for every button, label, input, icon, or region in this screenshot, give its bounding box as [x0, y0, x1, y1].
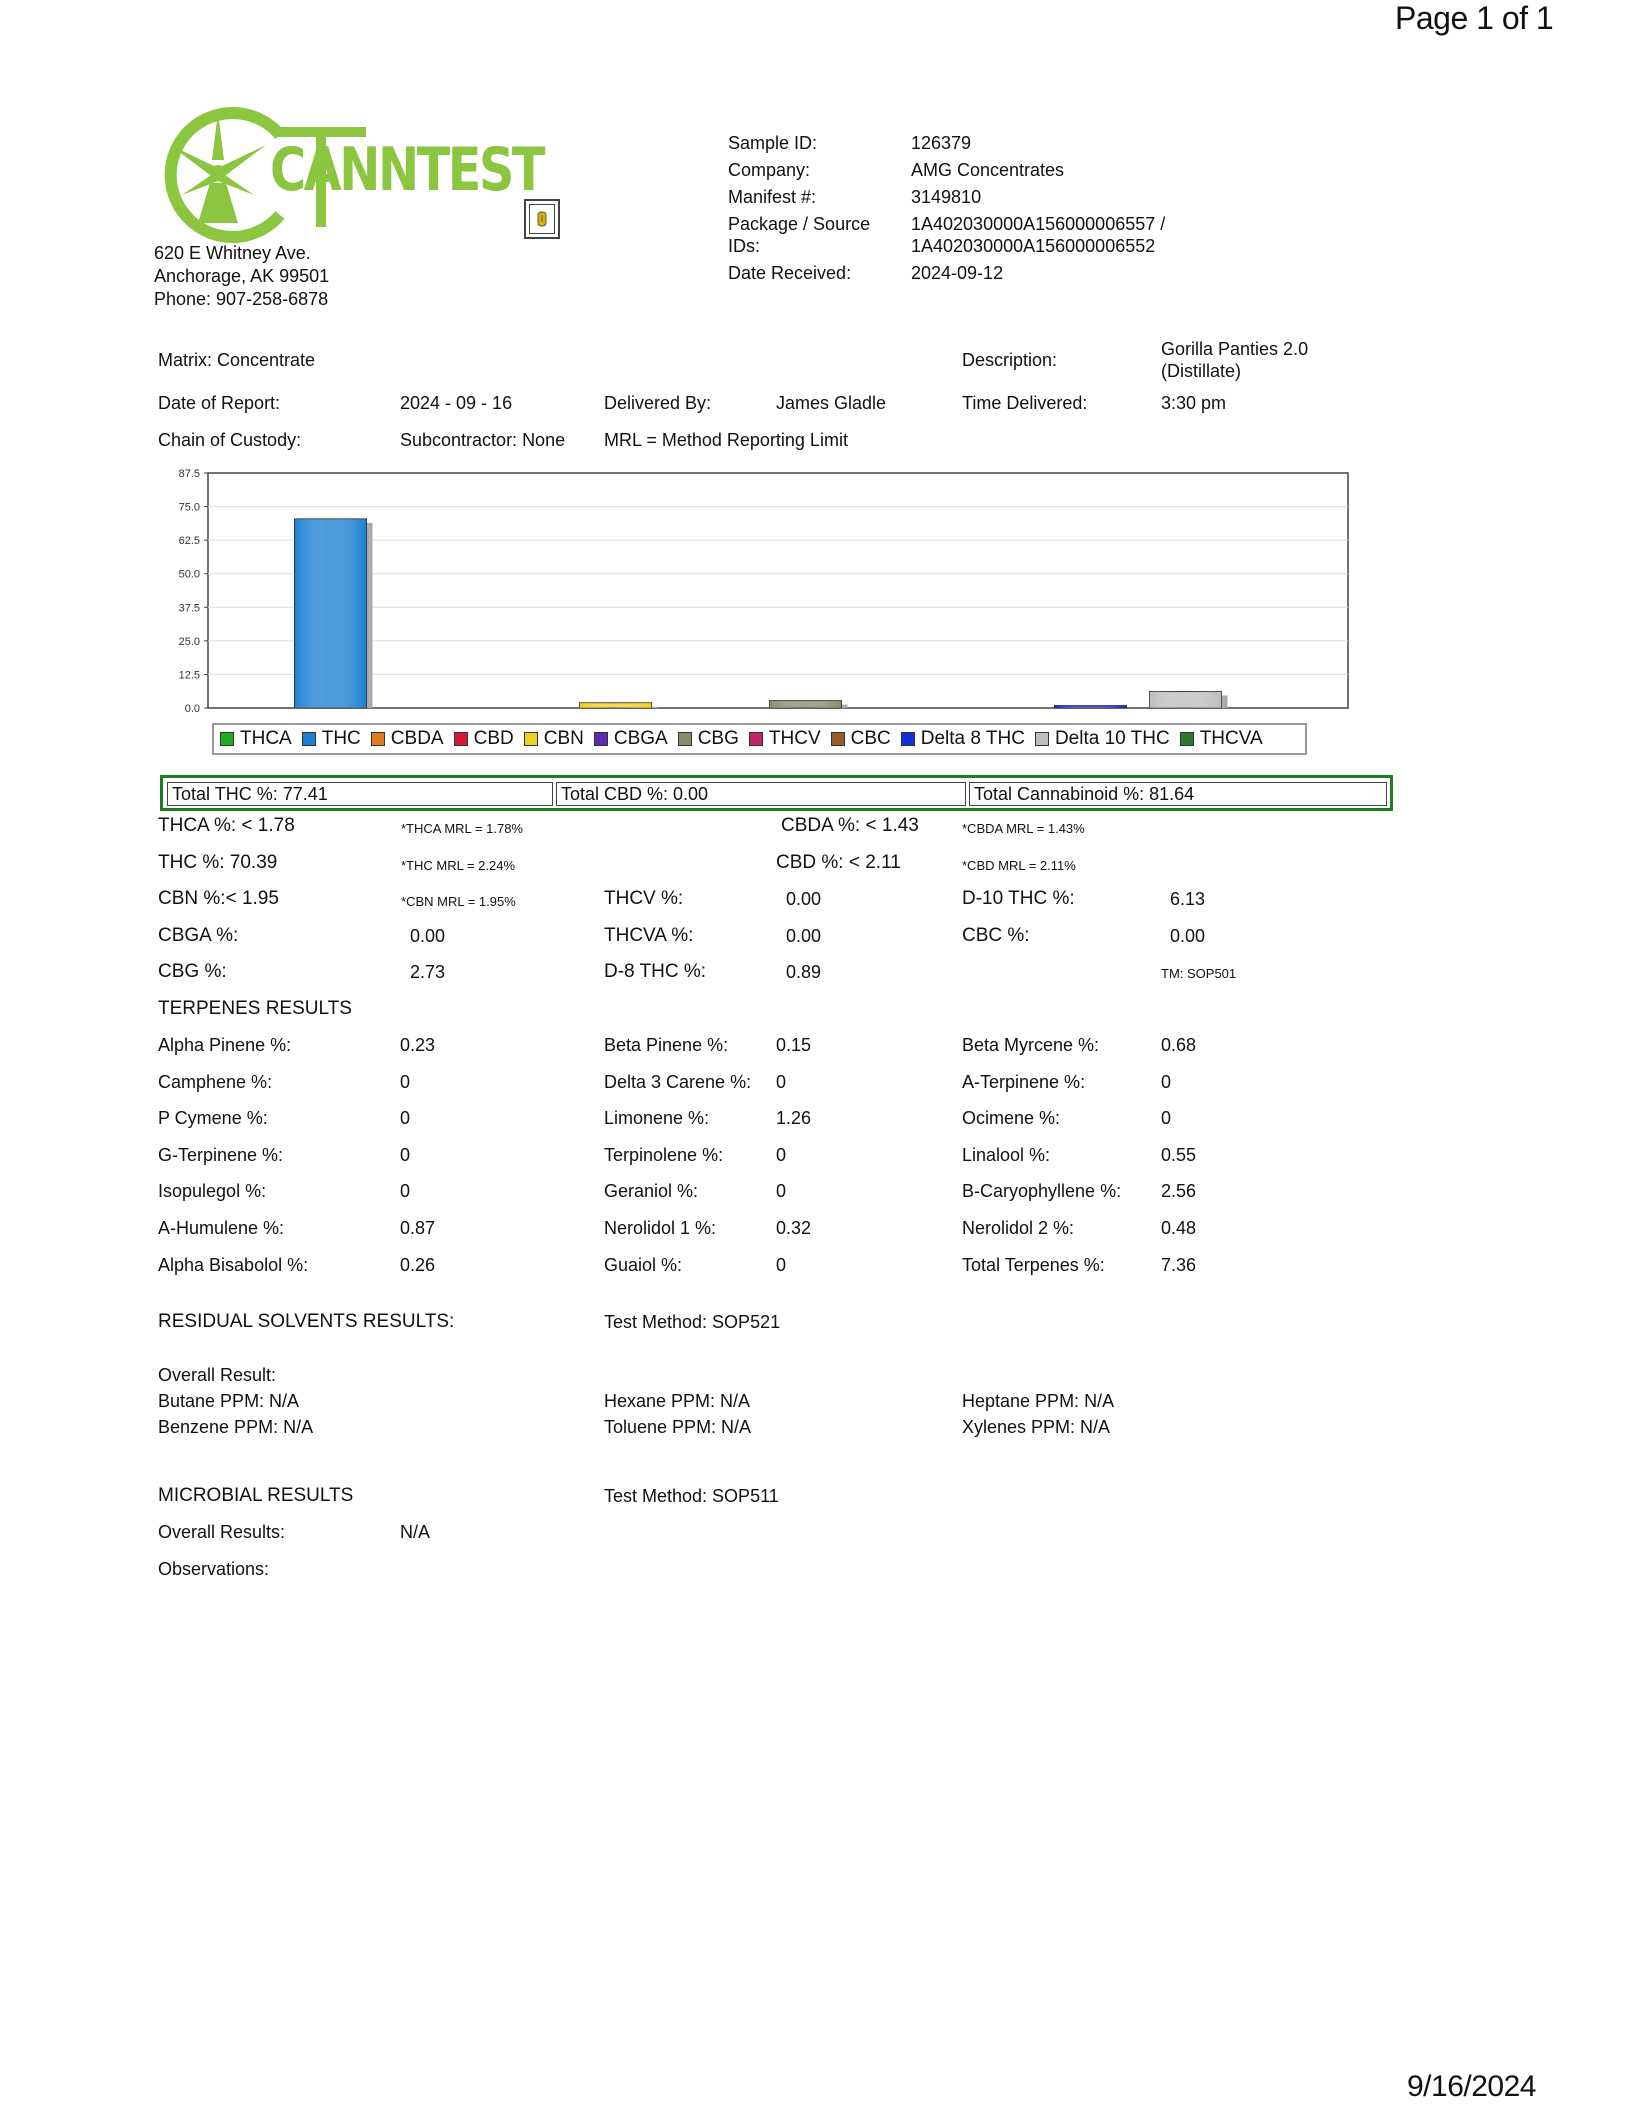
d10-thc-value: 6.13 — [1170, 889, 1206, 909]
terpene-value: 0.23 — [400, 1035, 436, 1055]
legend-label: CBGA — [613, 728, 668, 749]
legend-item — [901, 728, 1025, 750]
lab-phone: Phone: 907-258-6878 — [154, 289, 329, 309]
terpene-value: 0 — [776, 1071, 787, 1092]
lab-address-line2: Anchorage, AK 99501 — [154, 266, 330, 286]
microbial-overall-value: N/A — [400, 1522, 431, 1542]
terpene-label: Limonene %: — [604, 1108, 710, 1129]
thc-mrl: *THC MRL = 2.24% — [401, 858, 516, 873]
y-tick-label: 12.5 — [178, 669, 200, 682]
observations-label: Observations: — [158, 1559, 270, 1579]
cbd-result: CBD %: < 2.11 — [776, 852, 901, 873]
heptane-ppm: Heptane PPM: N/A — [962, 1391, 1115, 1411]
legend-label: THCA — [240, 728, 292, 749]
bar-highlight — [580, 703, 652, 708]
legend-item — [749, 728, 821, 750]
legend-label: THCV — [768, 728, 821, 749]
bar-highlight — [295, 519, 367, 708]
terpene-value: 0 — [400, 1071, 411, 1092]
terpene-value: 1.26 — [776, 1108, 812, 1129]
thcv-value: 0.00 — [786, 889, 822, 909]
legend-label: THC — [321, 728, 361, 749]
terpene-label: Alpha Bisabolol %: — [158, 1254, 309, 1275]
cbg-value: 2.73 — [410, 962, 446, 982]
chain-of-custody-value: Subcontractor: None — [400, 430, 566, 450]
package-value-1: 1A402030000A156000006557 / — [911, 214, 1166, 234]
cbga-label: CBGA %: — [158, 925, 239, 946]
thcva-value: 0.00 — [786, 926, 822, 946]
terpene-label: Beta Pinene %: — [604, 1035, 729, 1055]
legend-swatch — [454, 732, 468, 746]
logo-text: CANNTEST — [270, 135, 544, 205]
legend-item — [594, 728, 668, 750]
legend-item — [454, 728, 514, 750]
plot-frame — [208, 473, 1348, 708]
cbg-label: CBG %: — [158, 961, 227, 982]
cbn-result: CBN %:< 1.95 — [158, 888, 279, 909]
legend-swatch — [749, 732, 763, 746]
legend-item — [302, 728, 361, 750]
terpene-value: 0.55 — [1161, 1144, 1197, 1165]
terpene-value: 0 — [1161, 1108, 1172, 1129]
time-delivered-value: 3:30 pm — [1161, 393, 1227, 413]
description-label: Description: — [962, 350, 1058, 370]
legend-swatch — [371, 732, 385, 746]
terpene-label: Camphene %: — [158, 1071, 273, 1092]
terpene-value: 0.26 — [400, 1254, 436, 1275]
legend-label: CBN — [543, 728, 584, 749]
microbial-heading: MICROBIAL RESULTS — [158, 1485, 354, 1506]
legend-item — [220, 728, 292, 750]
footer-date: 9/16/2024 — [1407, 2070, 1536, 2103]
thcv-label: THCV %: — [604, 888, 684, 909]
legend-item — [524, 728, 584, 750]
legend-item — [831, 728, 891, 750]
butane-ppm: Butane PPM: N/A — [158, 1391, 300, 1411]
y-tick-label: 25.0 — [178, 635, 200, 648]
terpene-label: Alpha Pinene %: — [158, 1035, 292, 1055]
legend-label: Delta 8 THC — [920, 728, 1025, 749]
sample-id-value: 126379 — [911, 133, 972, 153]
y-tick-label: 62.5 — [178, 535, 200, 548]
terpene-label: Ocimene %: — [962, 1108, 1061, 1129]
d8-thc-value: 0.89 — [786, 962, 822, 982]
y-tick-label: 37.5 — [178, 602, 200, 615]
legend-swatch — [831, 732, 845, 746]
legend-label: CBC — [850, 728, 891, 749]
terpene-value: 0 — [776, 1144, 787, 1165]
bar-highlight — [770, 701, 842, 708]
terpene-label: Delta 3 Carene %: — [604, 1071, 752, 1092]
microbial-method: Test Method: SOP511 — [604, 1486, 779, 1506]
package-value-2: 1A402030000A156000006552 — [911, 236, 1156, 256]
terpene-value: 2.56 — [1161, 1181, 1197, 1202]
test-method-cannabinoids: TM: SOP501 — [1161, 966, 1237, 981]
terpene-label: A-Humulene %: — [158, 1218, 285, 1238]
terpene-label: Nerolidol 1 %: — [604, 1218, 717, 1238]
legend-label: CBD — [473, 728, 514, 749]
totals-box — [160, 775, 1393, 811]
toluene-ppm: Toluene PPM: N/A — [604, 1417, 752, 1437]
legend-swatch — [901, 732, 915, 746]
company-label: Company: — [728, 160, 811, 180]
legend-label: Delta 10 THC — [1054, 728, 1170, 749]
terpene-value: 0 — [400, 1181, 411, 1202]
legend-swatch — [1035, 732, 1049, 746]
legend-swatch — [678, 732, 692, 746]
company-value: AMG Concentrates — [911, 160, 1065, 180]
manifest-value: 3149810 — [911, 187, 982, 207]
legend-swatch — [524, 732, 538, 746]
terpene-label: Beta Myrcene %: — [962, 1035, 1100, 1055]
y-tick-label: 50.0 — [178, 568, 200, 581]
terpene-label: Terpinolene %: — [604, 1144, 724, 1165]
legend-item — [678, 728, 739, 750]
chain-of-custody-label: Chain of Custody: — [158, 430, 302, 450]
total-cannabinoid: Total Cannabinoid %: 81.64 — [969, 782, 1387, 806]
total-cbd: Total CBD %: 0.00 — [556, 782, 966, 806]
terpene-label: Linalool %: — [962, 1144, 1051, 1165]
legend-item — [1180, 728, 1263, 750]
legend-label: CBDA — [390, 728, 444, 749]
cbc-value: 0.00 — [1170, 926, 1206, 946]
hexane-ppm: Hexane PPM: N/A — [604, 1391, 751, 1411]
y-tick-label: 75.0 — [178, 501, 200, 514]
date-of-report-value: 2024 - 09 - 16 — [400, 393, 513, 413]
terpene-value: 0 — [400, 1144, 411, 1165]
thc-result: THC %: 70.39 — [158, 852, 278, 873]
description-value-1: Gorilla Panties 2.0 — [1161, 339, 1309, 359]
y-tick-label: 87.5 — [178, 468, 200, 480]
legend-swatch — [302, 732, 316, 746]
terpene-value: 0.87 — [400, 1218, 436, 1238]
manifest-label: Manifest #: — [728, 187, 817, 207]
sample-id-label: Sample ID: — [728, 133, 818, 153]
solvents-heading: RESIDUAL SOLVENTS RESULTS: — [158, 1311, 455, 1332]
legend-swatch — [594, 732, 608, 746]
terpene-label: A-Terpinene %: — [962, 1071, 1086, 1092]
terpene-value: 0 — [776, 1254, 787, 1275]
terpene-value: 0 — [776, 1181, 787, 1202]
terpene-label: Guaiol %: — [604, 1254, 683, 1275]
solvents-method: Test Method: SOP521 — [604, 1312, 781, 1332]
terpene-label: P Cymene %: — [158, 1108, 268, 1129]
date-received-label: Date Received: — [728, 263, 852, 283]
legend-item — [1035, 728, 1170, 750]
cbd-mrl: *CBD MRL = 2.11% — [962, 858, 1076, 873]
benzene-ppm: Benzene PPM: N/A — [158, 1417, 314, 1437]
legend-label: CBG — [697, 728, 739, 749]
description-value-2: (Distillate) — [1161, 361, 1242, 381]
xylenes-ppm: Xylenes PPM: N/A — [962, 1417, 1111, 1437]
bar-highlight — [1150, 692, 1222, 708]
cbn-mrl: *CBN MRL = 1.95% — [401, 894, 516, 909]
d10-thc-label: D-10 THC %: — [962, 888, 1075, 909]
package-label-1: Package / Source — [728, 214, 871, 234]
terpene-label: Isopulegol %: — [158, 1181, 267, 1202]
cbda-mrl: *CBDA MRL = 1.43% — [962, 821, 1085, 836]
legend-swatch — [1180, 732, 1194, 746]
cannabinoid-chart — [150, 462, 1350, 722]
solvents-overall: Overall Result: — [158, 1365, 277, 1385]
attachment-icon[interactable] — [524, 199, 560, 239]
terpene-value: 0.32 — [776, 1218, 812, 1238]
date-received-value: 2024-09-12 — [911, 263, 1004, 283]
terpenes-heading: TERPENES RESULTS — [158, 998, 352, 1019]
date-of-report-label: Date of Report: — [158, 393, 281, 413]
thca-result: THCA %: < 1.78 — [158, 815, 295, 836]
page-number: Page 1 of 1 — [1395, 0, 1554, 36]
d8-thc-label: D-8 THC %: — [604, 961, 707, 982]
legend-label: THCVA — [1199, 728, 1263, 749]
delivered-by-label: Delivered By: — [604, 393, 712, 413]
terpene-label: Nerolidol 2 %: — [962, 1218, 1075, 1238]
delivered-by-value: James Gladle — [776, 393, 887, 413]
legend-swatch — [220, 732, 234, 746]
terpene-label: Geraniol %: — [604, 1181, 699, 1202]
terpene-label: G-Terpinene %: — [158, 1144, 284, 1165]
cbga-value: 0.00 — [410, 926, 446, 946]
bar-highlight — [1055, 706, 1127, 708]
terpene-value: 7.36 — [1161, 1254, 1197, 1275]
lab-address-line1: 620 E Whitney Ave. — [154, 243, 311, 263]
cbda-result: CBDA %: < 1.43 — [781, 815, 919, 836]
y-tick-label: 0.0 — [184, 703, 200, 715]
terpene-value: 0.68 — [1161, 1035, 1197, 1055]
terpene-label: B-Caryophyllene %: — [962, 1181, 1122, 1202]
terpene-value: 0.48 — [1161, 1218, 1197, 1238]
microbial-overall-label: Overall Results: — [158, 1522, 286, 1542]
mrl-note: MRL = Method Reporting Limit — [604, 430, 848, 450]
canntest-logo — [152, 105, 544, 245]
total-thc: Total THC %: 77.41 — [167, 782, 553, 806]
terpene-label: Total Terpenes %: — [962, 1254, 1105, 1275]
time-delivered-label: Time Delivered: — [962, 393, 1088, 413]
terpene-value: 0.15 — [776, 1035, 812, 1055]
thcva-label: THCVA %: — [604, 925, 694, 946]
matrix: Matrix: Concentrate — [158, 350, 316, 370]
chart-svg — [150, 462, 1350, 722]
legend-item — [371, 728, 444, 750]
terpene-value: 0 — [1161, 1071, 1172, 1092]
chart-legend — [212, 723, 1307, 755]
package-label-2: IDs: — [728, 236, 761, 256]
terpene-value: 0 — [400, 1108, 411, 1129]
cbc-label: CBC %: — [962, 925, 1030, 946]
thca-mrl: *THCA MRL = 1.78% — [401, 821, 523, 836]
